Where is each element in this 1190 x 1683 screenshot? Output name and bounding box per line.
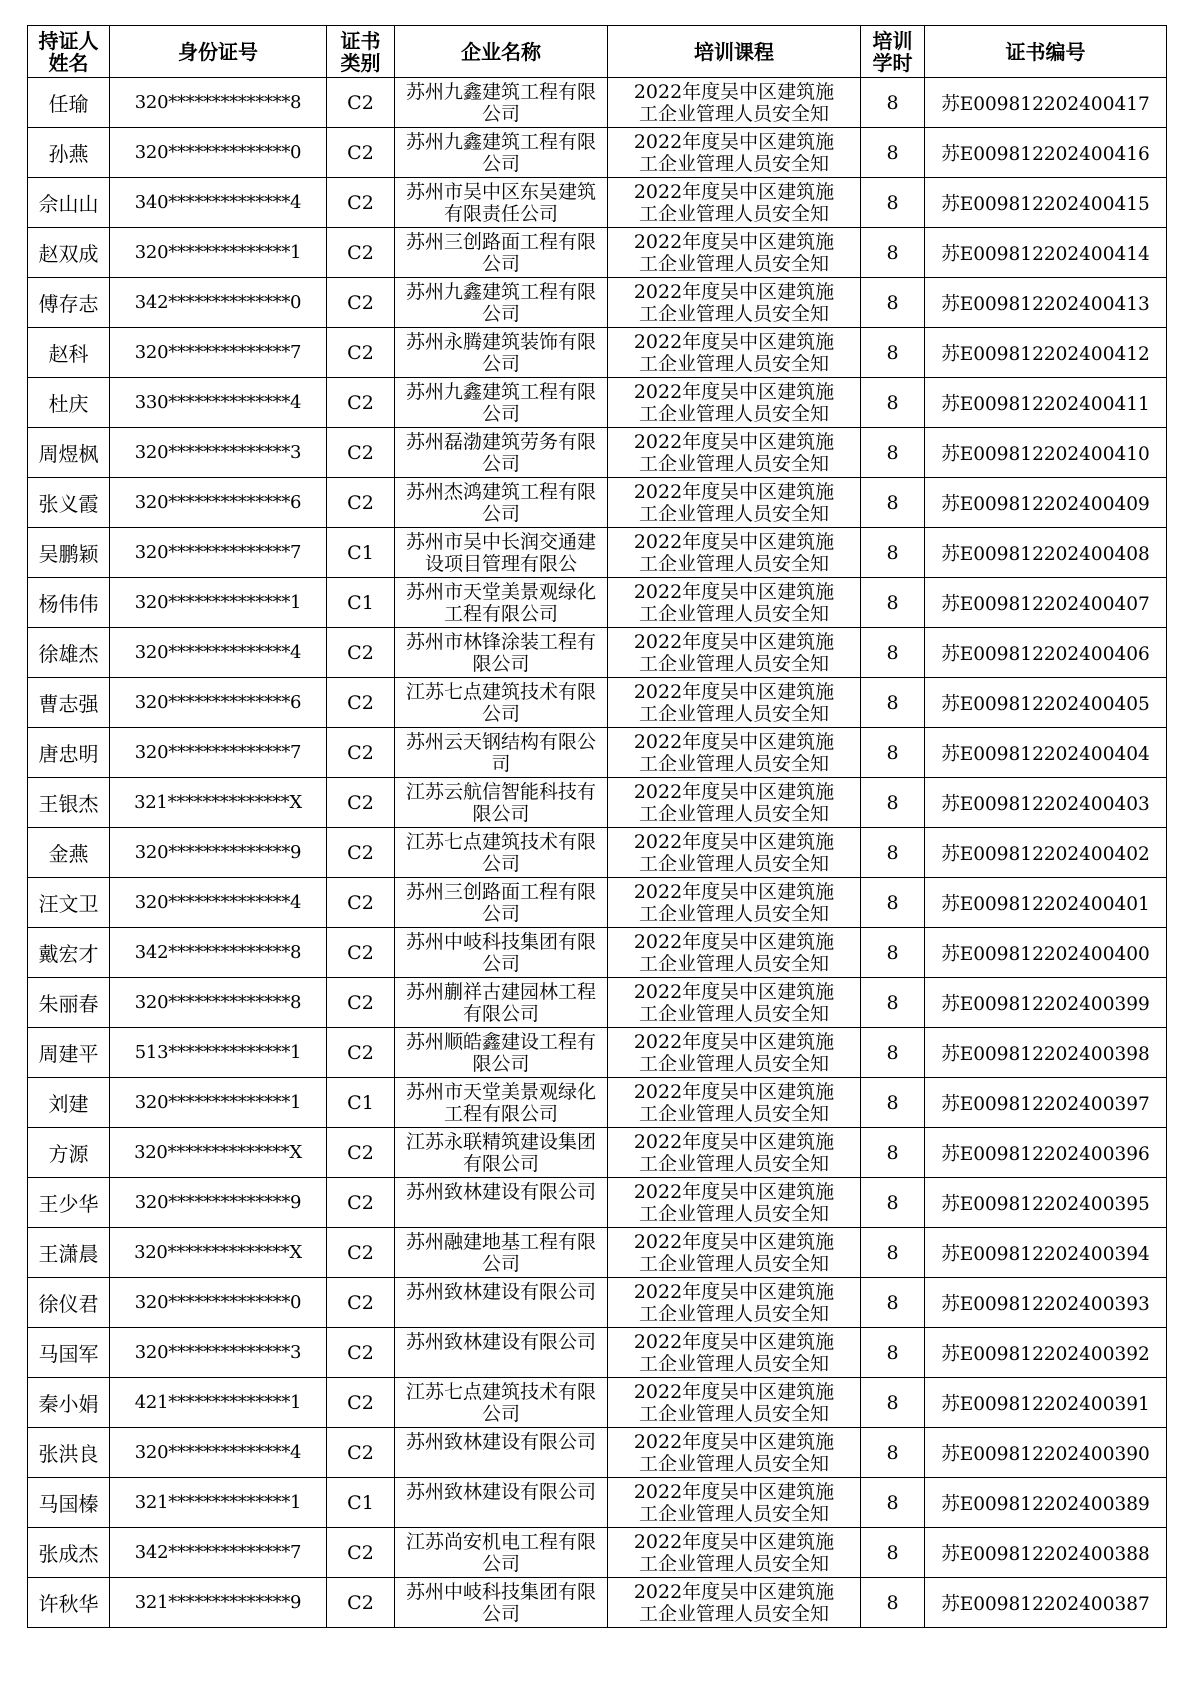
training-hours: 8 [861, 1578, 925, 1628]
holder-name: 张成杰 [28, 1528, 110, 1578]
cert-number: 苏E009812202400401 [925, 878, 1167, 928]
cert-number: 苏E009812202400402 [925, 828, 1167, 878]
holder-name: 秦小娟 [28, 1378, 110, 1428]
cert-number: 苏E009812202400410 [925, 428, 1167, 478]
course-name: 2022年度吴中区建筑施工企业管理人员安全知 [608, 1078, 861, 1128]
id-number: 320**************1 [110, 1078, 327, 1128]
course-name: 2022年度吴中区建筑施工企业管理人员安全知 [608, 278, 861, 328]
id-number: 330**************4 [110, 378, 327, 428]
company-name: 苏州市天堂美景观绿化工程有限公司 [395, 578, 608, 628]
table-row [28, 1028, 1167, 1078]
cert-type: C2 [327, 678, 395, 728]
cert-type: C2 [327, 1328, 395, 1378]
cert-number: 苏E009812202400390 [925, 1428, 1167, 1478]
cert-number: 苏E009812202400395 [925, 1178, 1167, 1228]
cert-type: C2 [327, 478, 395, 528]
holder-name: 周建平 [28, 1028, 110, 1078]
holder-name: 王少华 [28, 1178, 110, 1228]
training-hours: 8 [861, 1028, 925, 1078]
holder-name: 徐仪君 [28, 1278, 110, 1328]
header-id: 身份证号 [110, 26, 327, 78]
table-row [28, 478, 1167, 528]
course-name: 2022年度吴中区建筑施工企业管理人员安全知 [608, 328, 861, 378]
cert-type: C1 [327, 1078, 395, 1128]
table-row [28, 528, 1167, 578]
cert-number: 苏E009812202400399 [925, 978, 1167, 1028]
company-name: 苏州九鑫建筑工程有限公司 [395, 278, 608, 328]
table-row [28, 278, 1167, 328]
course-name: 2022年度吴中区建筑施工企业管理人员安全知 [608, 578, 861, 628]
training-hours: 8 [861, 428, 925, 478]
id-number: 320**************7 [110, 728, 327, 778]
holder-name: 戴宏才 [28, 928, 110, 978]
header-company: 企业名称 [395, 26, 608, 78]
holder-name: 许秋华 [28, 1578, 110, 1628]
id-number: 342**************7 [110, 1528, 327, 1578]
course-name: 2022年度吴中区建筑施工企业管理人员安全知 [608, 378, 861, 428]
id-number: 320**************1 [110, 578, 327, 628]
id-number: 320**************7 [110, 328, 327, 378]
table-row [28, 778, 1167, 828]
cert-type: C2 [327, 78, 395, 128]
holder-name: 朱丽春 [28, 978, 110, 1028]
course-name: 2022年度吴中区建筑施工企业管理人员安全知 [608, 478, 861, 528]
company-name: 苏州杰鸿建筑工程有限公司 [395, 478, 608, 528]
id-number: 321**************X [110, 778, 327, 828]
training-hours: 8 [861, 1278, 925, 1328]
cert-type: C1 [327, 528, 395, 578]
training-hours: 8 [861, 1428, 925, 1478]
course-name: 2022年度吴中区建筑施工企业管理人员安全知 [608, 1178, 861, 1228]
company-name: 苏州三创路面工程有限公司 [395, 228, 608, 278]
cert-number: 苏E009812202400413 [925, 278, 1167, 328]
company-name: 苏州市吴中长润交通建设项目管理有限公 [395, 528, 608, 578]
cert-number: 苏E009812202400389 [925, 1478, 1167, 1528]
cert-type: C2 [327, 1178, 395, 1228]
table-row [28, 878, 1167, 928]
company-name: 苏州中岐科技集团有限公司 [395, 1578, 608, 1628]
holder-name: 王潇晨 [28, 1228, 110, 1278]
id-number: 320**************1 [110, 228, 327, 278]
company-name: 苏州九鑫建筑工程有限公司 [395, 378, 608, 428]
cert-type: C2 [327, 1228, 395, 1278]
table-row [28, 328, 1167, 378]
table-row [28, 228, 1167, 278]
table-row [28, 1578, 1167, 1628]
company-name: 江苏云航信智能科技有限公司 [395, 778, 608, 828]
company-name: 江苏七点建筑技术有限公司 [395, 828, 608, 878]
id-number: 320**************4 [110, 878, 327, 928]
company-name: 苏州九鑫建筑工程有限公司 [395, 78, 608, 128]
training-hours: 8 [861, 1228, 925, 1278]
cert-number: 苏E009812202400404 [925, 728, 1167, 778]
holder-name: 唐忠明 [28, 728, 110, 778]
company-name: 苏州致林建设有限公司 [395, 1278, 608, 1328]
header-row [28, 26, 1167, 78]
course-name: 2022年度吴中区建筑施工企业管理人员安全知 [608, 928, 861, 978]
company-name: 苏州顺皓鑫建设工程有限公司 [395, 1028, 608, 1078]
cert-number: 苏E009812202400405 [925, 678, 1167, 728]
course-name: 2022年度吴中区建筑施工企业管理人员安全知 [608, 428, 861, 478]
holder-name: 方源 [28, 1128, 110, 1178]
holder-name: 马国榛 [28, 1478, 110, 1528]
cert-type: C2 [327, 128, 395, 178]
training-hours: 8 [861, 928, 925, 978]
cert-number: 苏E009812202400409 [925, 478, 1167, 528]
id-number: 320**************0 [110, 128, 327, 178]
company-name: 苏州致林建设有限公司 [395, 1478, 608, 1528]
cert-number: 苏E009812202400414 [925, 228, 1167, 278]
course-name: 2022年度吴中区建筑施工企业管理人员安全知 [608, 1328, 861, 1378]
table-row [28, 178, 1167, 228]
cert-type: C2 [327, 178, 395, 228]
cert-type: C2 [327, 628, 395, 678]
holder-name: 杜庆 [28, 378, 110, 428]
table-row [28, 678, 1167, 728]
holder-name: 王银杰 [28, 778, 110, 828]
course-name: 2022年度吴中区建筑施工企业管理人员安全知 [608, 778, 861, 828]
cert-type: C2 [327, 1528, 395, 1578]
company-name: 苏州致林建设有限公司 [395, 1178, 608, 1228]
training-hours: 8 [861, 1478, 925, 1528]
holder-name: 任瑜 [28, 78, 110, 128]
cert-number: 苏E009812202400403 [925, 778, 1167, 828]
cert-number: 苏E009812202400387 [925, 1578, 1167, 1628]
holder-name: 吴鹏颖 [28, 528, 110, 578]
holder-name: 张洪良 [28, 1428, 110, 1478]
company-name: 苏州三创路面工程有限公司 [395, 878, 608, 928]
cert-number: 苏E009812202400400 [925, 928, 1167, 978]
table-row [28, 378, 1167, 428]
cert-number: 苏E009812202400396 [925, 1128, 1167, 1178]
training-hours: 8 [861, 1528, 925, 1578]
company-name: 苏州市吴中区东吴建筑有限责任公司 [395, 178, 608, 228]
table-body [28, 78, 1167, 1628]
cert-type: C2 [327, 1378, 395, 1428]
cert-number: 苏E009812202400406 [925, 628, 1167, 678]
cert-type: C2 [327, 778, 395, 828]
course-name: 2022年度吴中区建筑施工企业管理人员安全知 [608, 128, 861, 178]
training-hours: 8 [861, 278, 925, 328]
cert-number: 苏E009812202400416 [925, 128, 1167, 178]
course-name: 2022年度吴中区建筑施工企业管理人员安全知 [608, 78, 861, 128]
training-hours: 8 [861, 178, 925, 228]
table-row [28, 1178, 1167, 1228]
company-name: 苏州磊渤建筑劳务有限公司 [395, 428, 608, 478]
table-row [28, 728, 1167, 778]
cert-type: C2 [327, 1428, 395, 1478]
id-number: 320**************3 [110, 428, 327, 478]
holder-name: 刘建 [28, 1078, 110, 1128]
training-hours: 8 [861, 1378, 925, 1428]
id-number: 321**************1 [110, 1478, 327, 1528]
id-number: 320**************4 [110, 628, 327, 678]
course-name: 2022年度吴中区建筑施工企业管理人员安全知 [608, 1378, 861, 1428]
holder-name: 金燕 [28, 828, 110, 878]
id-number: 320**************9 [110, 1178, 327, 1228]
id-number: 320**************6 [110, 678, 327, 728]
id-number: 320**************0 [110, 1278, 327, 1328]
course-name: 2022年度吴中区建筑施工企业管理人员安全知 [608, 1528, 861, 1578]
course-name: 2022年度吴中区建筑施工企业管理人员安全知 [608, 1428, 861, 1478]
cert-type: C1 [327, 578, 395, 628]
holder-name: 曹志强 [28, 678, 110, 728]
table-row [28, 1278, 1167, 1328]
course-name: 2022年度吴中区建筑施工企业管理人员安全知 [608, 528, 861, 578]
id-number: 320**************X [110, 1128, 327, 1178]
cert-number: 苏E009812202400388 [925, 1528, 1167, 1578]
id-number: 320**************4 [110, 1428, 327, 1478]
company-name: 苏州市林锋涂装工程有限公司 [395, 628, 608, 678]
company-name: 苏州市天堂美景观绿化工程有限公司 [395, 1078, 608, 1128]
header-name: 持证人姓名 [28, 26, 110, 78]
table-row [28, 1378, 1167, 1428]
id-number: 342**************0 [110, 278, 327, 328]
training-hours: 8 [861, 128, 925, 178]
cert-type: C2 [327, 878, 395, 928]
company-name: 苏州致林建设有限公司 [395, 1328, 608, 1378]
company-name: 江苏尚安机电工程有限公司 [395, 1528, 608, 1578]
cert-type: C2 [327, 428, 395, 478]
training-hours: 8 [861, 228, 925, 278]
company-name: 苏州云天钢结构有限公司 [395, 728, 608, 778]
training-hours: 8 [861, 478, 925, 528]
cert-type: C2 [327, 278, 395, 328]
cert-type: C2 [327, 928, 395, 978]
company-name: 江苏永联精筑建设集团有限公司 [395, 1128, 608, 1178]
company-name: 苏州蒯祥古建园林工程有限公司 [395, 978, 608, 1028]
holder-name: 赵科 [28, 328, 110, 378]
holder-name: 马国军 [28, 1328, 110, 1378]
cert-number: 苏E009812202400397 [925, 1078, 1167, 1128]
cert-number: 苏E009812202400417 [925, 78, 1167, 128]
holder-name: 赵双成 [28, 228, 110, 278]
training-hours: 8 [861, 328, 925, 378]
company-name: 苏州九鑫建筑工程有限公司 [395, 128, 608, 178]
cert-number: 苏E009812202400411 [925, 378, 1167, 428]
id-number: 340**************4 [110, 178, 327, 228]
training-hours: 8 [861, 828, 925, 878]
course-name: 2022年度吴中区建筑施工企业管理人员安全知 [608, 678, 861, 728]
header-course: 培训课程 [608, 26, 861, 78]
training-hours: 8 [861, 78, 925, 128]
holder-name: 傅存志 [28, 278, 110, 328]
table-row [28, 1128, 1167, 1178]
table-row [28, 1228, 1167, 1278]
cert-type: C1 [327, 1478, 395, 1528]
cert-number: 苏E009812202400408 [925, 528, 1167, 578]
cert-number: 苏E009812202400412 [925, 328, 1167, 378]
course-name: 2022年度吴中区建筑施工企业管理人员安全知 [608, 1228, 861, 1278]
table-row [28, 928, 1167, 978]
holder-name: 汪文卫 [28, 878, 110, 928]
cert-number: 苏E009812202400394 [925, 1228, 1167, 1278]
table-row [28, 578, 1167, 628]
cert-number: 苏E009812202400393 [925, 1278, 1167, 1328]
training-hours: 8 [861, 378, 925, 428]
course-name: 2022年度吴中区建筑施工企业管理人员安全知 [608, 1028, 861, 1078]
training-hours: 8 [861, 978, 925, 1028]
header-type: 证书类别 [327, 26, 395, 78]
id-number: 342**************8 [110, 928, 327, 978]
table-row [28, 428, 1167, 478]
cert-type: C2 [327, 1278, 395, 1328]
training-hours: 8 [861, 678, 925, 728]
training-hours: 8 [861, 878, 925, 928]
course-name: 2022年度吴中区建筑施工企业管理人员安全知 [608, 878, 861, 928]
id-number: 321**************9 [110, 1578, 327, 1628]
table-row [28, 628, 1167, 678]
id-number: 513**************1 [110, 1028, 327, 1078]
table-row [28, 1078, 1167, 1128]
cert-type: C2 [327, 728, 395, 778]
id-number: 320**************9 [110, 828, 327, 878]
company-name: 江苏七点建筑技术有限公司 [395, 1378, 608, 1428]
table-row [28, 1328, 1167, 1378]
id-number: 320**************8 [110, 978, 327, 1028]
id-number: 320**************7 [110, 528, 327, 578]
holder-name: 徐雄杰 [28, 628, 110, 678]
id-number: 320**************X [110, 1228, 327, 1278]
company-name: 苏州中岐科技集团有限公司 [395, 928, 608, 978]
cert-type: C2 [327, 1028, 395, 1078]
course-name: 2022年度吴中区建筑施工企业管理人员安全知 [608, 978, 861, 1028]
holder-name: 佘山山 [28, 178, 110, 228]
holder-name: 张义霞 [28, 478, 110, 528]
table-row [28, 1528, 1167, 1578]
course-name: 2022年度吴中区建筑施工企业管理人员安全知 [608, 1578, 861, 1628]
cert-number: 苏E009812202400415 [925, 178, 1167, 228]
table-row [28, 828, 1167, 878]
course-name: 2022年度吴中区建筑施工企业管理人员安全知 [608, 828, 861, 878]
company-name: 江苏七点建筑技术有限公司 [395, 678, 608, 728]
cert-type: C2 [327, 828, 395, 878]
holder-name: 杨伟伟 [28, 578, 110, 628]
cert-type: C2 [327, 228, 395, 278]
training-hours: 8 [861, 528, 925, 578]
table-row [28, 978, 1167, 1028]
holder-name: 周煜枫 [28, 428, 110, 478]
cert-type: C2 [327, 1128, 395, 1178]
company-name: 苏州融建地基工程有限公司 [395, 1228, 608, 1278]
training-hours: 8 [861, 1128, 925, 1178]
cert-number: 苏E009812202400391 [925, 1378, 1167, 1428]
header-cert: 证书编号 [925, 26, 1167, 78]
cert-number: 苏E009812202400398 [925, 1028, 1167, 1078]
id-number: 421**************1 [110, 1378, 327, 1428]
cert-type: C2 [327, 978, 395, 1028]
id-number: 320**************6 [110, 478, 327, 528]
table-row [28, 128, 1167, 178]
course-name: 2022年度吴中区建筑施工企业管理人员安全知 [608, 1478, 861, 1528]
table-row [28, 1478, 1167, 1528]
cert-type: C2 [327, 378, 395, 428]
training-hours: 8 [861, 728, 925, 778]
table-row [28, 1428, 1167, 1478]
company-name: 苏州永腾建筑装饰有限公司 [395, 328, 608, 378]
course-name: 2022年度吴中区建筑施工企业管理人员安全知 [608, 728, 861, 778]
training-hours: 8 [861, 1178, 925, 1228]
cert-number: 苏E009812202400392 [925, 1328, 1167, 1378]
training-hours: 8 [861, 1328, 925, 1378]
course-name: 2022年度吴中区建筑施工企业管理人员安全知 [608, 628, 861, 678]
table-row [28, 78, 1167, 128]
training-hours: 8 [861, 778, 925, 828]
holder-name: 孙燕 [28, 128, 110, 178]
course-name: 2022年度吴中区建筑施工企业管理人员安全知 [608, 178, 861, 228]
cert-number: 苏E009812202400407 [925, 578, 1167, 628]
training-hours: 8 [861, 628, 925, 678]
course-name: 2022年度吴中区建筑施工企业管理人员安全知 [608, 228, 861, 278]
cert-type: C2 [327, 1578, 395, 1628]
id-number: 320**************3 [110, 1328, 327, 1378]
course-name: 2022年度吴中区建筑施工企业管理人员安全知 [608, 1128, 861, 1178]
certificate-table [27, 25, 1167, 1628]
course-name: 2022年度吴中区建筑施工企业管理人员安全知 [608, 1278, 861, 1328]
training-hours: 8 [861, 578, 925, 628]
company-name: 苏州致林建设有限公司 [395, 1428, 608, 1478]
id-number: 320**************8 [110, 78, 327, 128]
header-hours: 培训学时 [861, 26, 925, 78]
cert-type: C2 [327, 328, 395, 378]
training-hours: 8 [861, 1078, 925, 1128]
